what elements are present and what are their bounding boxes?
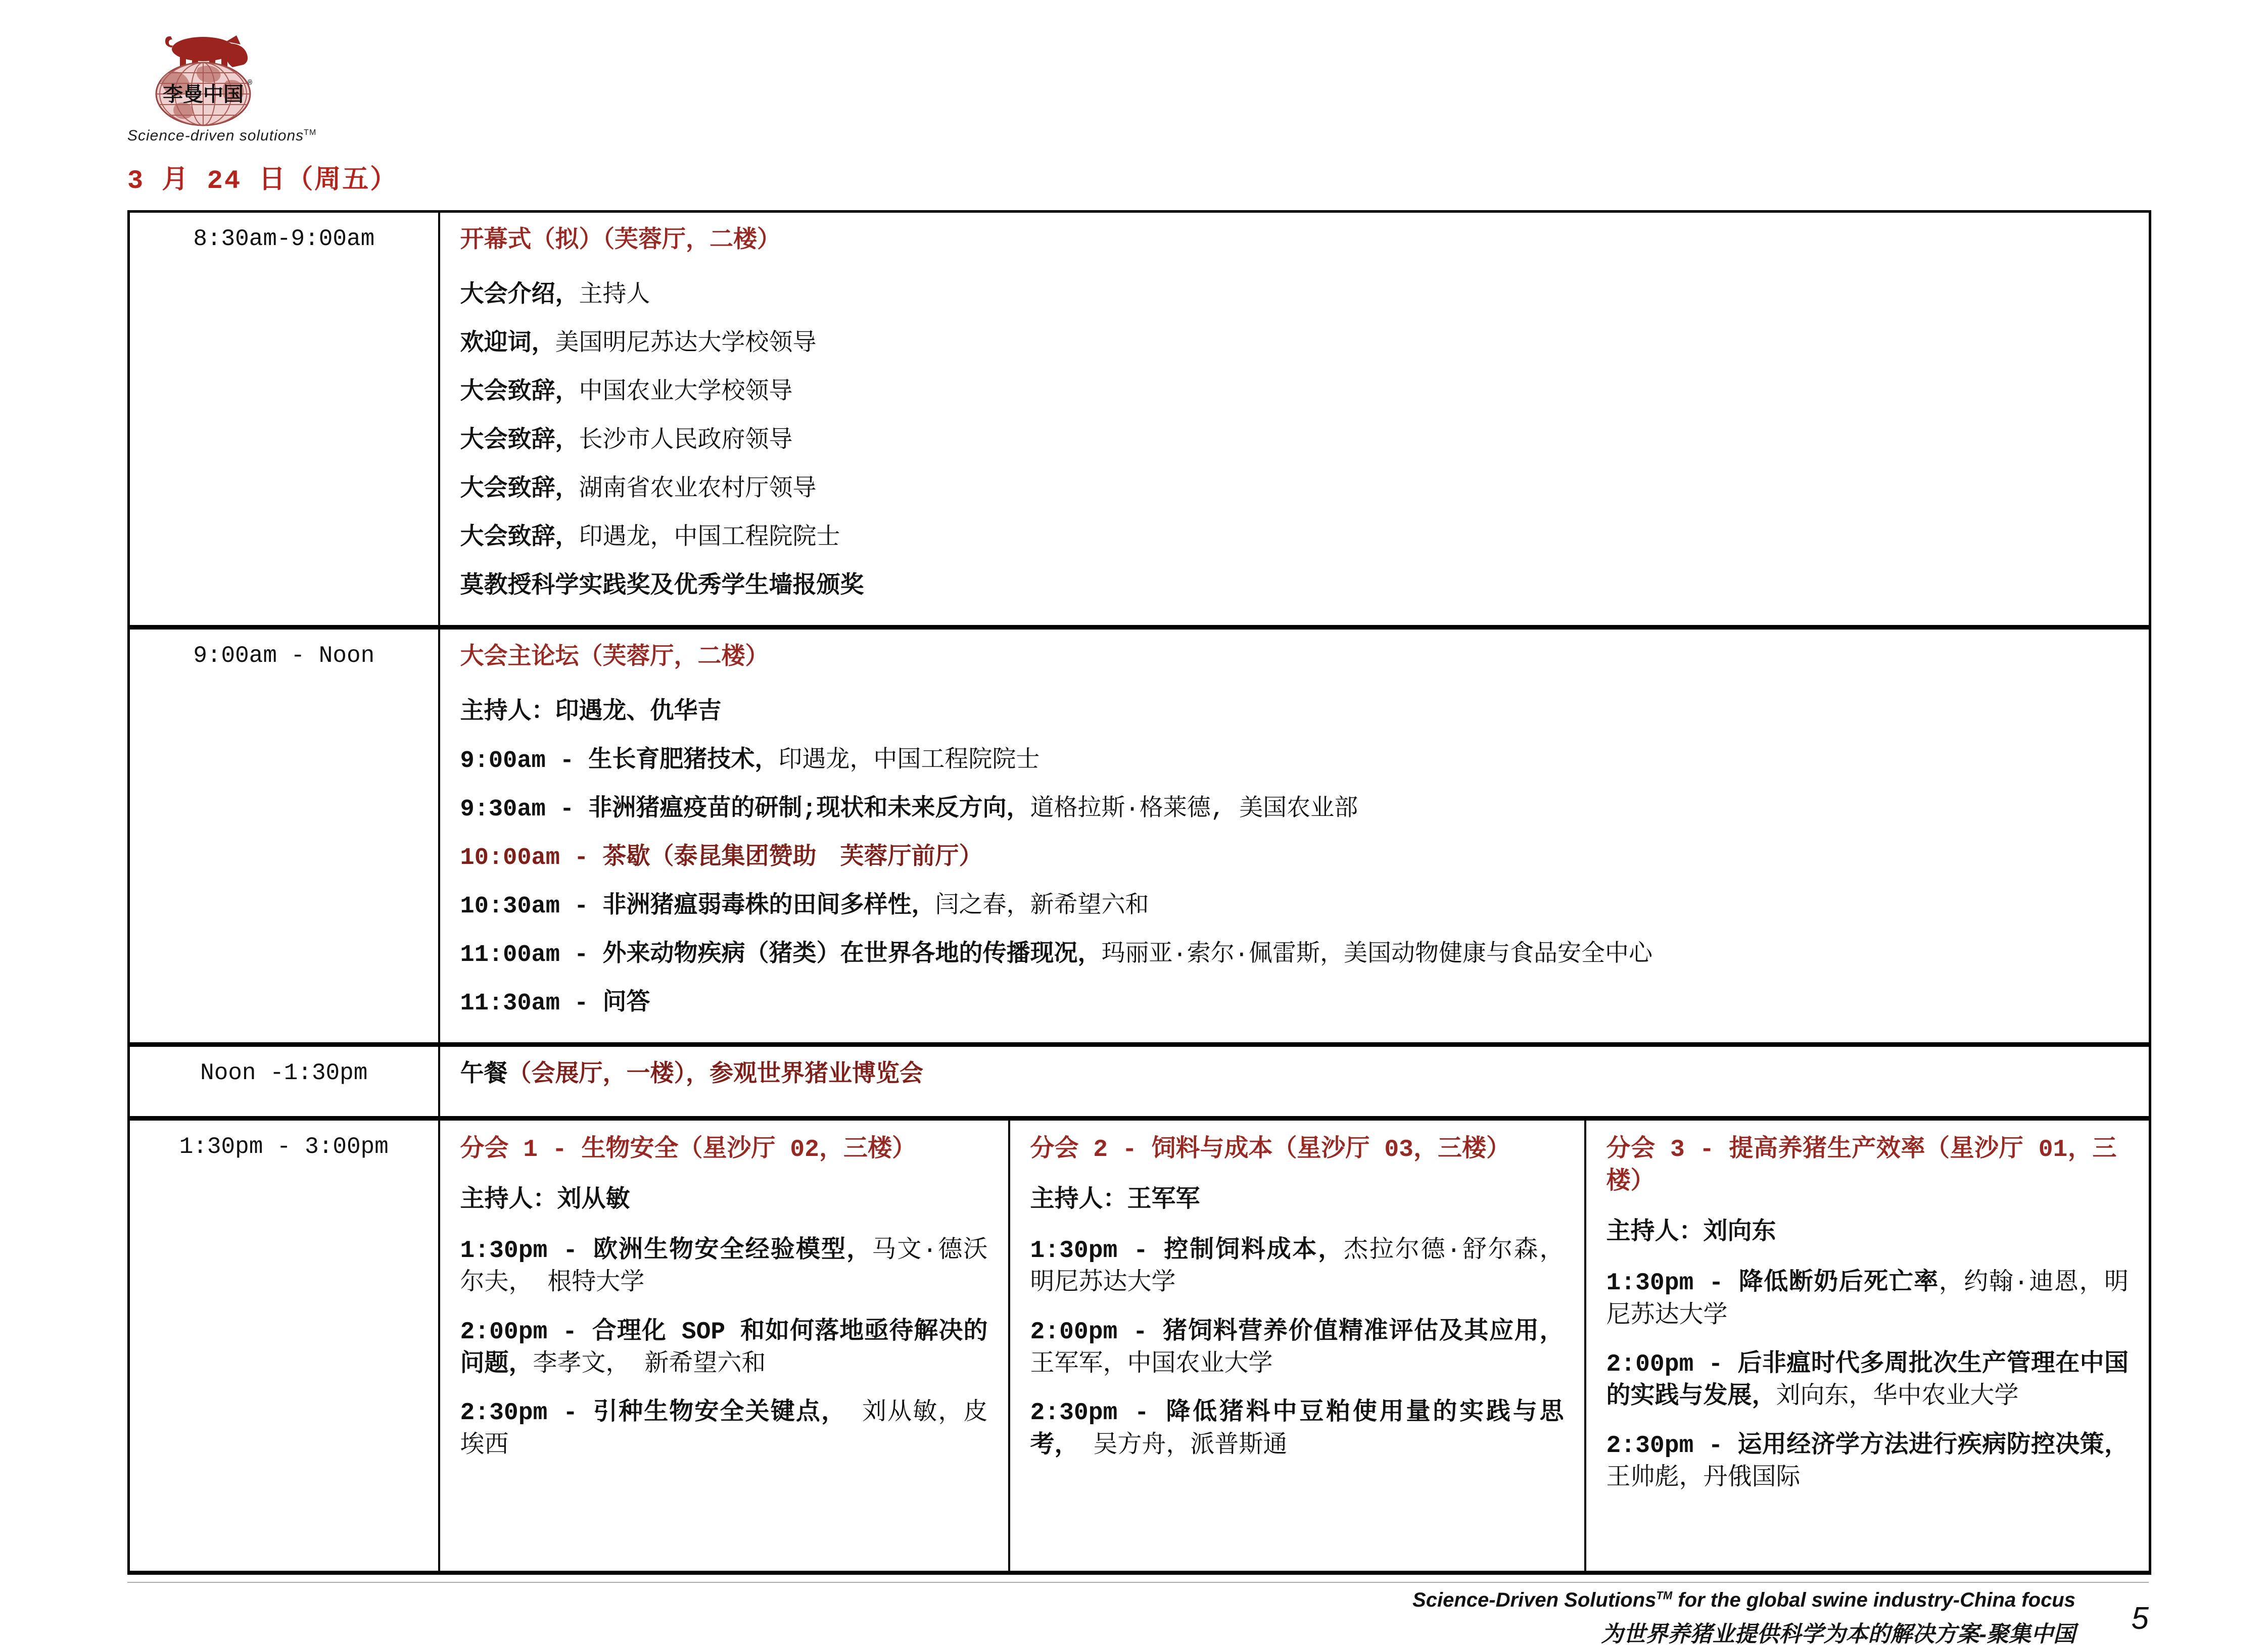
agenda-topic: 2:00pm - 合理化 SOP 和如何落地亟待解决的问题， (460, 1318, 988, 1379)
agenda-speaker: 印遇龙，中国工程院院士 (579, 525, 840, 552)
agenda-speaker: 刘从敏，皮埃西 (460, 1399, 988, 1460)
session-title: 分会 3 - 提高养猪生产效率（星沙厅 01，三楼） (1606, 1136, 2117, 1196)
time-cell: 8:30am-9:00am (129, 212, 439, 627)
agenda-speaker: 刘向东，华中农业大学 (1776, 1383, 2019, 1411)
logo-tagline-text: Science-driven solutions (127, 127, 304, 144)
agenda-item (460, 940, 2129, 971)
logo-wordmark: 李曼中国 (163, 85, 244, 108)
agenda-speaker: 李孝文， 新希望六和 (533, 1351, 766, 1379)
session-3-production-efficiency (1585, 1118, 2150, 1573)
agenda-topic: 11:30am - 问答 (460, 990, 650, 1018)
time-cell: Noon -1:30pm (129, 1044, 439, 1118)
session-host: 主持人：王军军 (1030, 1186, 1200, 1214)
row-plenary-forum (129, 627, 2150, 1044)
logo-tagline (127, 127, 317, 144)
agenda-speaker: 主持人 (579, 282, 650, 310)
agenda-topic: 11:00am - 外来动物疾病（猪类）在世界各地的传播现况， (460, 942, 1102, 969)
plenary-forum-cell (439, 627, 2150, 1044)
agenda-topic: 1:30pm - 控制饲料成本， (1030, 1237, 1344, 1265)
page-number: 5 (2131, 1601, 2149, 1636)
agenda-item (460, 794, 2129, 826)
agenda-speaker: 湖南省农业农村厅领导 (579, 476, 817, 504)
leman-china-logo (127, 32, 279, 126)
globe-icon (156, 63, 252, 125)
agenda-topic: 9:00am - 生长育肥猪技术， (460, 748, 779, 775)
agenda-speaker: ，约翰·迪恩，明尼苏达大学 (1606, 1270, 2129, 1330)
agenda-item (460, 1316, 988, 1381)
agenda-speaker: 王帅彪，丹俄国际 (1606, 1465, 1801, 1492)
agenda-speaker: 道格拉斯·格莱德, 美国农业部 (1030, 796, 1358, 824)
agenda-topic: 大会介绍， (460, 282, 579, 310)
date-heading: 3 月 24 日（周五） (127, 166, 398, 196)
agenda-topic: 1:30pm - 降低断奶后死亡率 (1606, 1270, 1939, 1297)
footer-line-zh: 为世界养猪业提供科学为本的解决方案-聚集中国 (1601, 1622, 2075, 1645)
logo-tm-mark: TM (304, 128, 317, 137)
footer-tm-mark: TM (1656, 1589, 1673, 1602)
footer-text (1412, 1589, 2075, 1645)
time-cell: 9:00am - Noon (129, 627, 439, 1044)
agenda-topic: 2:00pm - 猪饲料营养价值精准评估及其应用， (1030, 1318, 1564, 1346)
agenda-topic: 欢迎词， (460, 331, 555, 358)
agenda-item (460, 523, 2129, 554)
session-title: 大会主论坛（芙蓉厅，二楼） (460, 645, 769, 672)
agenda-speaker: 玛丽亚·索尔·佩雷斯，美国动物健康与食品安全中心 (1101, 942, 1652, 969)
agenda-speaker: 吴方舟，派普斯通 (1078, 1432, 1288, 1460)
agenda-speaker: 王军军，中国农业大学 (1030, 1351, 1273, 1379)
footer-en-text: Science-Driven Solutions (1412, 1589, 1657, 1611)
footer-line-en (1412, 1589, 2075, 1612)
agenda-item (460, 377, 2129, 409)
agenda-item (1030, 1316, 1564, 1381)
schedule-table (127, 210, 2151, 1575)
agenda-item-tea-break (460, 843, 2129, 874)
session-host (460, 697, 2129, 729)
time-cell: 1:30pm - 3:00pm (129, 1118, 439, 1573)
lunch-label: 午餐 (460, 1061, 508, 1089)
footer-divider (127, 1582, 2149, 1583)
agenda-topic: 大会致辞， (460, 476, 579, 504)
agenda-item (460, 280, 2129, 312)
agenda-topic: 2:00pm - 后非瘟时代多周批次生产管理在中国的实践与发展， (1606, 1351, 2129, 1411)
agenda-topic: 2:30pm - 降低猪料中豆粕使用量的实践与思考， (1030, 1399, 1564, 1460)
session-title: 开幕式（拟）（芙蓉厅，二楼） (460, 228, 781, 255)
agenda-item (460, 1235, 988, 1300)
agenda-topic: 2:30pm - 引种生物安全关键点， (460, 1399, 847, 1427)
agenda-speaker: 印遇龙，中国工程院院士 (778, 748, 1040, 775)
session-title: 分会 1 - 生物安全（星沙厅 02，三楼） (460, 1136, 916, 1164)
session-host: 主持人：刘从敏 (460, 1186, 630, 1214)
lunch-cell (439, 1044, 2150, 1118)
brand-header (127, 32, 317, 144)
page-footer (127, 1589, 2149, 1645)
agenda-item (460, 571, 2129, 603)
session-2-feed-cost (1009, 1118, 1585, 1573)
agenda-topic: 大会致辞， (460, 525, 579, 552)
agenda-item (460, 1397, 988, 1462)
lunch-line (460, 1060, 2129, 1091)
session-title: 分会 2 - 饲料与成本（星沙厅 03，三楼） (1030, 1136, 1510, 1164)
session-1-biosecurity (439, 1118, 1009, 1573)
agenda-topic: 莫教授科学实践奖及优秀学生墙报颁奖 (460, 573, 864, 601)
agenda-speaker: 马文·德沃尔夫， 根特大学 (460, 1237, 988, 1297)
agenda-speaker: 美国明尼苏达大学校领导 (555, 331, 817, 358)
agenda-topic: 1:30pm - 欧洲生物安全经验模型， (460, 1237, 872, 1265)
host-label: 主持人：印遇龙、仇华吉 (460, 699, 722, 727)
tea-break-text: 10:00am - 茶歇（泰昆集团赞助 芙蓉厅前厅） (460, 845, 983, 872)
agenda-topic: 大会致辞， (460, 379, 579, 407)
session-host: 主持人：刘向东 (1606, 1219, 1776, 1247)
agenda-item (460, 329, 2129, 360)
opening-ceremony-cell (439, 212, 2150, 627)
agenda-topic: 大会致辞， (460, 428, 579, 455)
agenda-item (460, 474, 2129, 506)
agenda-item (1030, 1397, 1564, 1462)
row-breakout-sessions (129, 1118, 2150, 1573)
agenda-item (1030, 1235, 1564, 1300)
agenda-topic: 9:30am - 非洲猪瘟疫苗的研制;现状和未来反方向， (460, 796, 1030, 824)
agenda-speaker: 杰拉尔德·舒尔森，明尼苏达大学 (1030, 1237, 1564, 1297)
agenda-item (1606, 1267, 2129, 1332)
agenda-item (1606, 1348, 2129, 1414)
agenda-speaker: 长沙市人民政府领导 (579, 428, 793, 455)
agenda-speaker: 闫之春，新希望六和 (935, 893, 1149, 921)
agenda-topic: 10:30am - 非洲猪瘟弱毒株的田间多样性， (460, 893, 935, 921)
agenda-item (1606, 1430, 2129, 1495)
agenda-item (460, 891, 2129, 923)
row-opening-ceremony (129, 212, 2150, 627)
logo-registered-icon: ® (248, 79, 253, 87)
agenda-item (460, 426, 2129, 457)
agenda-topic: 2:30pm - 运用经济学方法进行疾病防控决策， (1606, 1432, 2129, 1460)
agenda-item (460, 746, 2129, 777)
lunch-detail: （会展厅，一楼），参观世界猪业博览会 (507, 1061, 923, 1089)
agenda-speaker: 中国农业大学校领导 (579, 379, 793, 407)
footer-en-rest: for the global swine industry-China focus (1672, 1589, 2075, 1611)
agenda-item (460, 988, 2129, 1020)
row-lunch (129, 1044, 2150, 1118)
